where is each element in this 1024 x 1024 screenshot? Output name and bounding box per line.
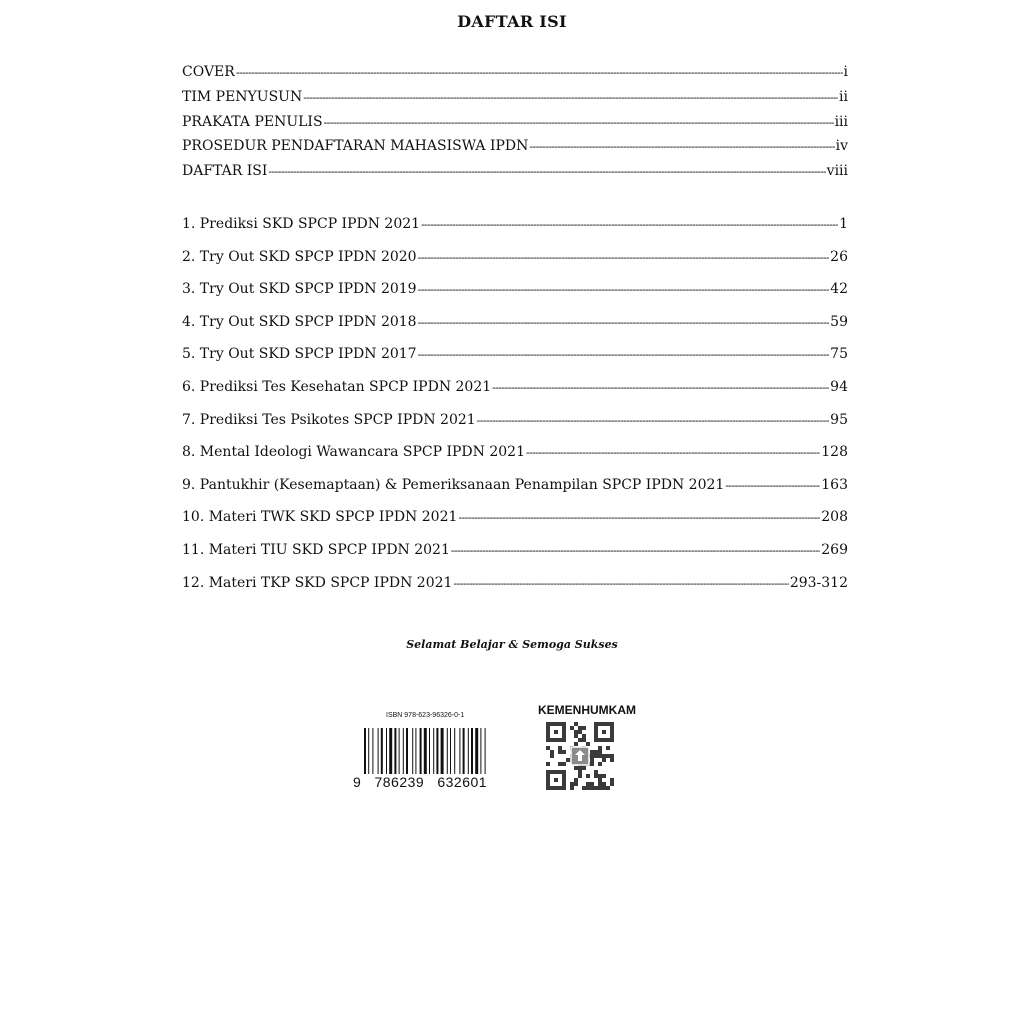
toc-entry-label: 8. Mental Ideologi Wawancara SPCP IPDN 2021: [182, 444, 525, 461]
toc-dot-leader: [421, 209, 838, 241]
toc-dot-leader: [418, 242, 830, 274]
toc-entry-label: 9. Pantukhir (Kesemaptaan) & Pemeriksanaan Penampilan SPCP IPDN 2021: [182, 476, 725, 493]
toc-dot-leader: [458, 502, 820, 534]
toc-entry-page: 59: [830, 313, 848, 330]
toc-entry-page: iv: [835, 138, 848, 155]
toc-entry: [182, 241, 848, 274]
toc-entry: [182, 338, 848, 371]
toc-dot-leader: [268, 160, 825, 184]
toc-dot-leader: [725, 470, 820, 502]
toc-entry: [182, 436, 848, 469]
toc-entry: [182, 85, 848, 110]
toc-chapters: [182, 208, 848, 599]
toc-dot-leader: [492, 372, 829, 404]
toc-entry-page: 293-312: [789, 574, 848, 591]
toc-dot-leader: [418, 274, 830, 306]
toc-entry-label: 2. Try Out SKD SPCP IPDN 2020: [182, 248, 417, 265]
toc-entry: [182, 534, 848, 567]
toc-entry-label: PRAKATA PENULIS: [182, 113, 323, 130]
toc-entry-page: 1: [839, 216, 848, 232]
toc-entry-label: 5. Try Out SKD SPCP IPDN 2017: [182, 346, 417, 363]
toc-entry: [182, 134, 848, 159]
toc-front-matter: [182, 60, 848, 184]
toc-entry-page: 269: [821, 541, 848, 558]
page-title: DAFTAR ISI: [457, 12, 567, 31]
toc-entry-page: 26: [830, 248, 848, 265]
toc-entry-page: ii: [839, 88, 848, 105]
toc-entry: [182, 469, 848, 502]
toc-entry-page: 95: [830, 411, 848, 428]
toc-entry-page: viii: [826, 163, 848, 180]
toc-entry: [182, 159, 848, 184]
toc-entry: [182, 501, 848, 534]
toc-entry-page: i: [843, 64, 848, 80]
toc-entry: [182, 306, 848, 339]
toc-entry-label: 11. Materi TIU SKD SPCP IPDN 2021: [182, 541, 450, 558]
toc-entry-label: 6. Prediksi Tes Kesehatan SPCP IPDN 2021: [182, 378, 492, 395]
toc-entry: [182, 567, 848, 600]
toc-entry-label: 4. Try Out SKD SPCP IPDN 2018: [182, 313, 417, 330]
agency-label: KEMENHUMKAM: [538, 703, 636, 717]
toc-entry-label: 1. Prediksi SKD SPCP IPDN 2021: [182, 216, 421, 232]
toc-entry-page: 75: [830, 346, 848, 363]
toc-dot-leader: [529, 135, 834, 159]
toc-entry: [182, 404, 848, 437]
barcode-digits: 9 786239 632601: [353, 774, 488, 790]
toc-entry-page: 128: [821, 444, 848, 461]
toc-entry: [182, 371, 848, 404]
toc-entry-label: 10. Materi TWK SKD SPCP IPDN 2021: [182, 509, 458, 526]
toc-entry-page: 163: [821, 476, 848, 493]
toc-dot-leader: [451, 535, 820, 567]
toc-dot-leader: [477, 405, 830, 437]
toc-entry-label: DAFTAR ISI: [182, 163, 268, 180]
toc-entry-label: PROSEDUR PENDAFTARAN MAHASISWA IPDN: [182, 138, 529, 155]
toc-entry-page: 94: [830, 378, 848, 395]
toc-dot-leader: [418, 339, 830, 371]
toc-entry-page: iii: [834, 113, 848, 130]
toc-dot-leader: [526, 437, 820, 469]
toc-entry-label: 7. Prediksi Tes Psikotes SPCP IPDN 2021: [182, 411, 476, 428]
isbn-text: ISBN 978-623-96326-0-1: [386, 712, 465, 719]
closing-note: Selamat Belajar & Semoga Sukses: [406, 638, 618, 651]
toc-entry-label: TIM PENYUSUN: [182, 88, 303, 105]
qr-code-icon: [546, 722, 614, 790]
toc-entry-page: 208: [821, 509, 848, 526]
toc-dot-leader: [303, 86, 838, 110]
toc-dot-leader: [453, 568, 788, 600]
toc-dot-leader: [324, 111, 834, 135]
toc-entry: [182, 110, 848, 135]
toc-dot-leader: [236, 61, 843, 85]
barcode-number: [352, 774, 522, 790]
toc-entry: [182, 208, 848, 241]
toc-entry-page: 42: [830, 281, 848, 298]
toc-entry: [182, 273, 848, 306]
toc-entry-label: 12. Materi TKP SKD SPCP IPDN 2021: [182, 574, 453, 591]
toc-entry-label: 3. Try Out SKD SPCP IPDN 2019: [182, 281, 417, 298]
toc-entry-label: COVER: [182, 64, 235, 80]
toc-entry: [182, 60, 848, 85]
toc-dot-leader: [418, 307, 830, 339]
